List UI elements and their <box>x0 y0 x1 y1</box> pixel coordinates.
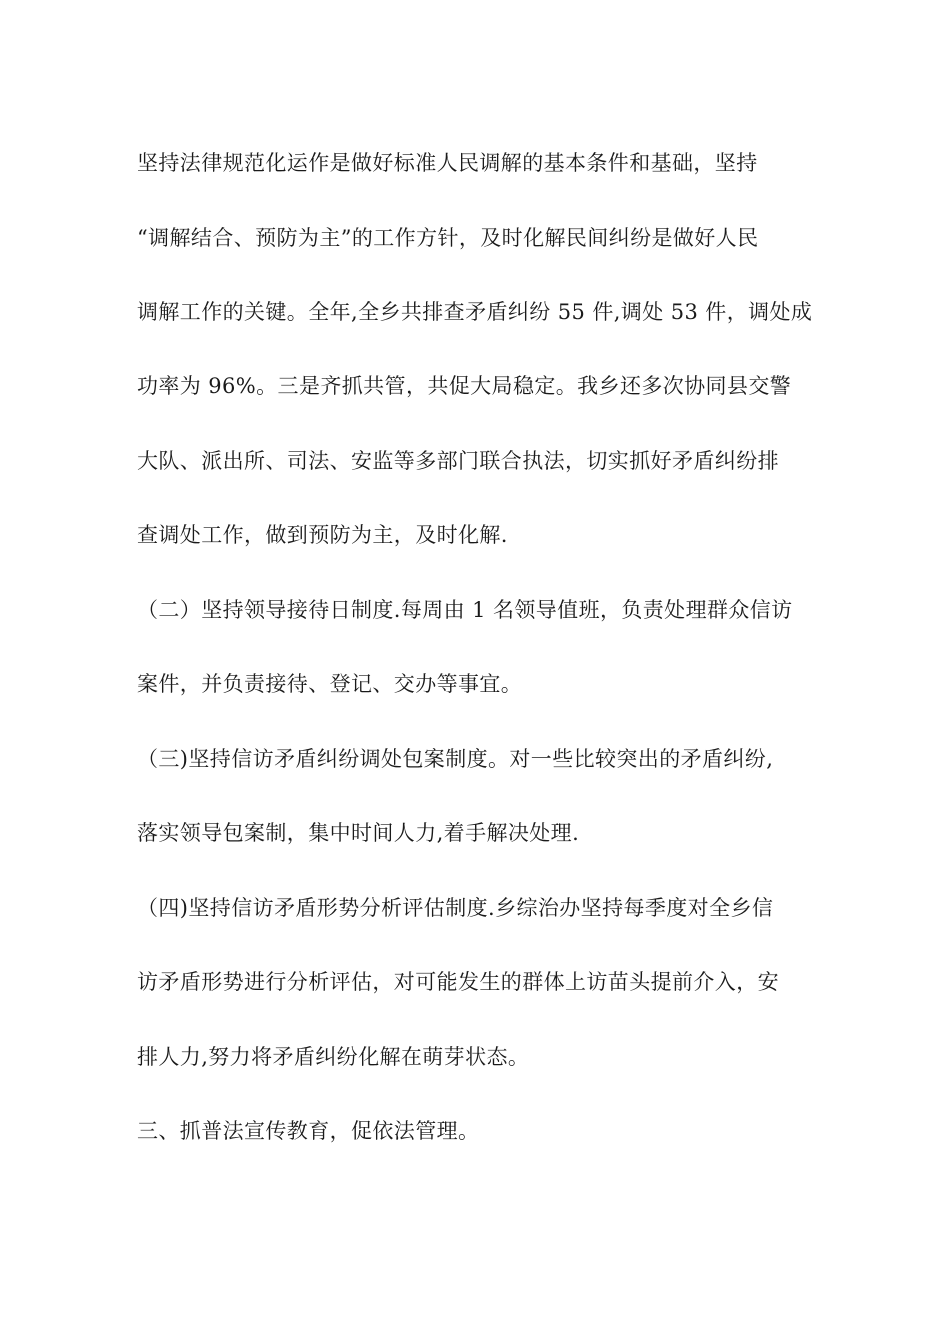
section-heading: 三、抓普法宣传教育，促依法管理。 <box>137 1119 480 1143</box>
text-line: 查调处工作，做到预防为主，及时化解. <box>137 523 508 547</box>
text-line: 案件，并负责接待、登记、交办等事宜。 <box>137 672 523 696</box>
text-line: 坚持法律规范化运作是做好标准人民调解的基本条件和基础，坚持 <box>137 151 758 175</box>
text-line: （三)坚持信访矛盾纠纷调处包案制度。对一些比较突出的矛盾纠纷, <box>137 747 774 771</box>
text-line: 功率为 96%。三是齐抓共管，共促大局稳定。我乡还多次协同县交警 <box>137 374 792 398</box>
text-line: 调解工作的关键。全年,全乡共排查矛盾纠纷 55 件,调处 53 件，调处成 <box>137 300 813 324</box>
text-line: （二）坚持领导接待日制度.每周由 1 名领导值班，负责处理群众信访 <box>137 598 793 622</box>
text-line: 访矛盾形势进行分析评估，对可能发生的群体上访苗头提前介入，安 <box>137 970 779 994</box>
text-line: “调解结合、预防为主”的工作方针，及时化解民间纠纷是做好人民 <box>137 226 759 250</box>
text-line: （四)坚持信访矛盾形势分析评估制度.乡综治办坚持每季度对全乡信 <box>137 896 774 920</box>
text-line: 落实领导包案制，集中时间人力,着手解决处理. <box>137 821 580 845</box>
text-line: 排人力,努力将矛盾纠纷化解在萌芽状态。 <box>137 1045 530 1069</box>
text-line: 大队、派出所、司法、安监等多部门联合执法，切实抓好矛盾纠纷排 <box>137 449 779 473</box>
